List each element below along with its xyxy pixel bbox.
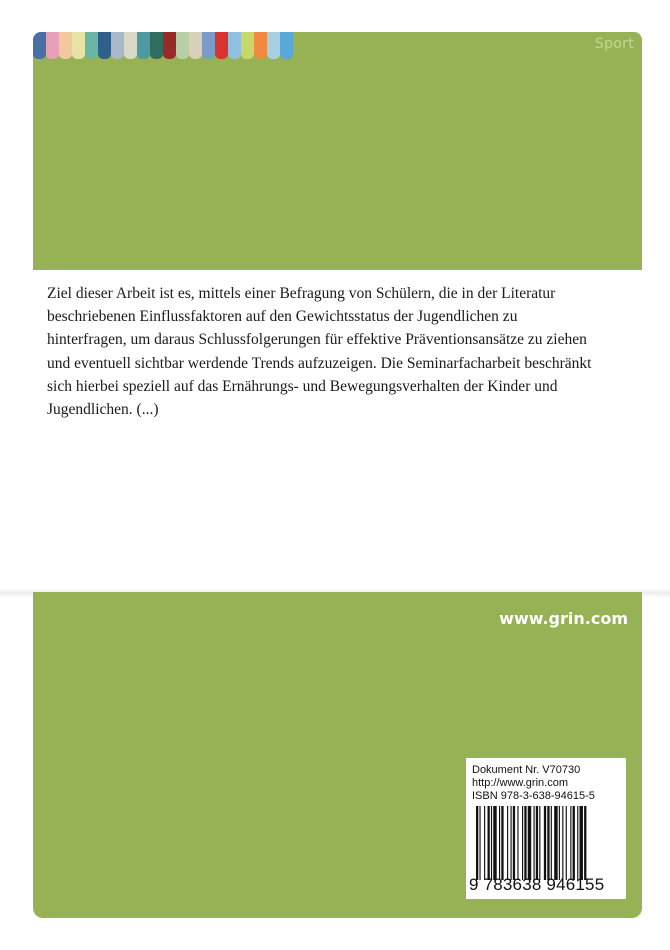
color-tab [46,32,59,59]
color-tab [59,32,72,59]
barcode-bar [484,806,485,880]
barcode-bar [517,806,518,880]
barcode-digits: 9 783638 946155 [469,875,605,894]
info-lines [466,764,595,803]
barcode-bar [580,806,583,880]
color-tab [111,32,124,59]
barcode-bar [554,806,557,880]
barcode-bar [511,806,512,880]
color-tabs [33,32,293,59]
barcode-bar [491,806,492,880]
document-number: Dokument Nr. V70730 [472,764,581,776]
barcode-bar [566,806,567,880]
cover-top-panel [33,32,642,270]
color-tab [176,32,189,59]
barcode-bar [577,806,578,880]
color-tab [254,32,267,59]
barcode-bar [570,806,571,880]
barcode-bar [562,806,563,880]
color-tab [98,32,111,59]
color-tab [189,32,202,59]
barcode-box [466,758,626,899]
barcode-bar [476,806,478,880]
blurb-text: Ziel dieser Arbeit ist es, mittels einer Befragung von Schülern, die in der Literatur beschriebenen Einflussfaktoren auf den Gewichtsstatus der Jugendlichen zu hinterfragen, um daraus Schlussfolgerungen für effektive Präventionsansätze zu ziehen und eventuell sichtbar werdende Trends aufzuzeigen. Die Seminarfacharbeit beschränkt sich hierbei speziell auf das Ernährungs- und Bewegungsverhalten der Kinder und Jugendlichen. (...) [47,285,592,419]
barcode-bar [488,806,490,880]
isbn: ISBN 978-3-638-94615-5 [472,790,595,802]
barcode-bar [584,806,586,880]
barcode-bar [513,806,515,880]
barcode-bar [544,806,546,880]
document-url: http://www.grin.com [472,777,568,789]
barcode-bar [528,806,531,880]
color-tab [202,32,215,59]
barcode-bar [507,806,508,880]
barcode-icon [476,806,622,880]
barcode-bar [573,806,575,880]
barcode-bar [499,806,500,880]
barcode-bar [524,806,526,880]
category-label: Sport [594,36,634,52]
publisher-website: www.grin.com [499,609,628,628]
barcode-bar [479,806,480,880]
color-tab [85,32,98,59]
color-tab [150,32,163,59]
color-tab [72,32,85,59]
color-tab [267,32,280,59]
color-tab [33,32,46,59]
color-tab [163,32,176,59]
barcode-bar [534,806,535,880]
barcode-bar [536,806,538,880]
color-tab [124,32,137,59]
barcode-bar [493,806,496,880]
blurb-panel [33,270,642,592]
color-tab [280,32,293,59]
barcode-bar [539,806,540,880]
barcode-bar [551,806,552,880]
color-tab [137,32,150,59]
barcode-bar [559,806,560,880]
barcode-bar [522,806,523,880]
barcode-bar [501,806,503,880]
barcode-bar [547,806,549,880]
color-tab [215,32,228,59]
cover-bottom-panel [33,592,642,918]
color-tab [241,32,254,59]
color-tab [228,32,241,59]
